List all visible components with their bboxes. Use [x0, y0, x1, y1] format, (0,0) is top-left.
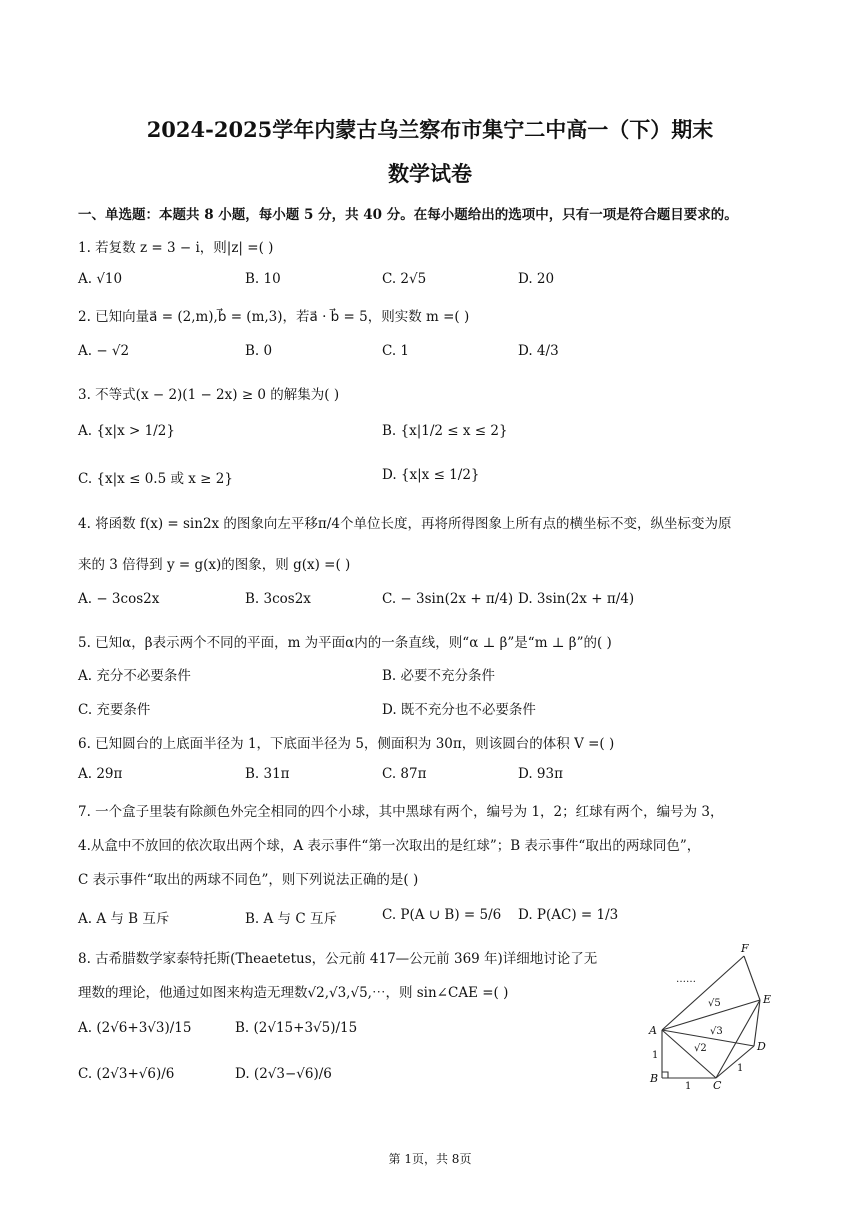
point-label-d: D — [757, 1040, 766, 1053]
question-5-option-a: A. 充分不必要条件 — [78, 668, 191, 684]
question-3-stem: 3. 不等式(x − 2)(1 − 2x) ≥ 0 的解集为( ) — [78, 387, 340, 403]
question-4-option-a: A. − 3cos2x — [78, 591, 160, 607]
question-5-option-c: C. 充要条件 — [78, 702, 151, 718]
label-ellipsis: …… — [676, 974, 696, 985]
label-ac: √2 — [694, 1043, 707, 1054]
question-8-option-a: A. (2√6+3√3)/15 — [78, 1020, 192, 1036]
question-7-option-d: D. P(AC) = 1/3 — [518, 907, 619, 923]
question-3-option-c: C. {x|x ≤ 0.5 或 x ≥ 2} — [78, 471, 233, 487]
question-6-option-d: D. 93π — [518, 766, 563, 782]
question-8-option-d: D. (2√3−√6)/6 — [235, 1066, 332, 1082]
question-4-option-b: B. 3cos2x — [245, 591, 311, 607]
segment-ad — [662, 1030, 754, 1046]
label-ad: √3 — [710, 1026, 723, 1037]
right-angle-b — [662, 1072, 668, 1078]
question-8-stem-line-1: 8. 古希腊数学家泰特托斯(Theaetetus，公元前 417—公元前 369 年)详细地讨论了无 — [78, 951, 598, 967]
point-label-f: F — [741, 942, 749, 955]
point-label-c: C — [713, 1079, 722, 1090]
point-label-e: E — [763, 993, 772, 1006]
question-6-stem: 6. 已知圆台的上底面半径为 1，下底面半径为 5，侧面积为 30π，则该圆台的体积 V =( ) — [78, 736, 615, 752]
question-1-option-d: D. 20 — [518, 271, 555, 287]
question-1-option-c: C. 2√5 — [382, 271, 427, 287]
question-7-option-c: C. P(A ∪ B) = 5/6 — [382, 907, 502, 923]
theaetetus-spiral-figure — [640, 938, 780, 1090]
question-5-option-b: B. 必要不充分条件 — [382, 668, 496, 684]
question-2-option-d: D. 4/3 — [518, 343, 559, 359]
question-2-option-a: A. − √2 — [78, 343, 130, 359]
question-6-option-b: B. 31π — [245, 766, 290, 782]
question-7-option-b: B. A 与 C 互斥 — [245, 911, 337, 927]
question-1-option-b: B. 10 — [245, 271, 281, 287]
page-footer: 第 1页，共 8页 — [388, 1152, 472, 1166]
question-7-option-a: A. A 与 B 互斥 — [78, 911, 170, 927]
segment-ef — [744, 956, 760, 1000]
question-4-stem-line-1: 4. 将函数 f(x) = sin2x 的图象向左平移π/4个单位长度，再将所得图象上所有点的横坐标不变，纵坐标变为原 — [78, 516, 732, 532]
label-bc: 1 — [685, 1081, 692, 1090]
question-6-option-a: A. 29π — [78, 766, 123, 782]
question-4-option-d: D. 3sin(2x + π/4) — [518, 591, 635, 607]
question-8-option-b: B. (2√15+3√5)/15 — [235, 1020, 358, 1036]
question-2-option-c: C. 1 — [382, 343, 410, 359]
question-1-stem: 1. 若复数 z = 3 − i，则|z| =( ) — [78, 240, 274, 256]
question-3-option-a: A. {x|x > 1/2} — [78, 423, 175, 439]
question-3-option-b: B. {x|1/2 ≤ x ≤ 2} — [382, 423, 508, 439]
label-ab: 1 — [652, 1050, 659, 1061]
question-7-stem-line-1: 7. 一个盒子里装有除颜色外完全相同的四个小球，其中黑球有两个，编号为 1，2；红球有两个，编号为 3， — [78, 804, 724, 820]
question-3-option-d: D. {x|x ≤ 1/2} — [382, 467, 480, 483]
question-2-option-b: B. 0 — [245, 343, 273, 359]
section-heading: 一、单选题：本题共 8 小题，每小题 5 分，共 40 分。在每小题给出的选项中，只有一项是符合题目要求的。 — [78, 207, 738, 223]
question-8-stem-line-2: 理数的理论，他通过如图来构造无理数√2,√3,√5,⋯，则 sin∠CAE =( ) — [78, 985, 509, 1001]
point-label-a: A — [649, 1024, 657, 1037]
question-4-option-c: C. − 3sin(2x + π/4) — [382, 591, 514, 607]
question-6-option-c: C. 87π — [382, 766, 427, 782]
page-title: 2024-2025学年内蒙古乌兰察布市集宁二中高一（下）期末 — [146, 117, 714, 142]
question-7-stem-line-3: C 表示事件“取出的两球不同色”，则下列说法正确的是( ) — [78, 872, 419, 888]
label-ae: √5 — [708, 998, 721, 1009]
segment-af — [662, 956, 744, 1030]
question-4-stem-line-2: 来的 3 倍得到 y = g(x)的图象，则 g(x) =( ) — [78, 557, 351, 573]
label-cd: 1 — [737, 1063, 744, 1074]
question-2-stem: 2. 已知向量a⃗ = (2,m),b⃗ = (m,3)，若a⃗ · b⃗ = 5，则实数 m =( ) — [78, 309, 470, 325]
question-1-option-a: A. √10 — [78, 271, 123, 287]
question-5-stem: 5. 已知α，β表示两个不同的平面，m 为平面α内的一条直线，则“α ⊥ β”是“m ⊥ β”的( ) — [78, 635, 612, 651]
question-7-stem-line-2: 4.从盒中不放回的依次取出两个球，A 表示事件“第一次取出的是红球”；B 表示事件“取出的两球同色”， — [78, 838, 701, 854]
point-label-b: B — [650, 1072, 659, 1085]
segment-cd — [716, 1046, 754, 1078]
question-5-option-d: D. 既不充分也不必要条件 — [382, 702, 536, 718]
segment-ac — [662, 1030, 716, 1078]
page-subtitle: 数学试卷 — [388, 161, 472, 186]
question-8-option-c: C. (2√3+√6)/6 — [78, 1066, 175, 1082]
